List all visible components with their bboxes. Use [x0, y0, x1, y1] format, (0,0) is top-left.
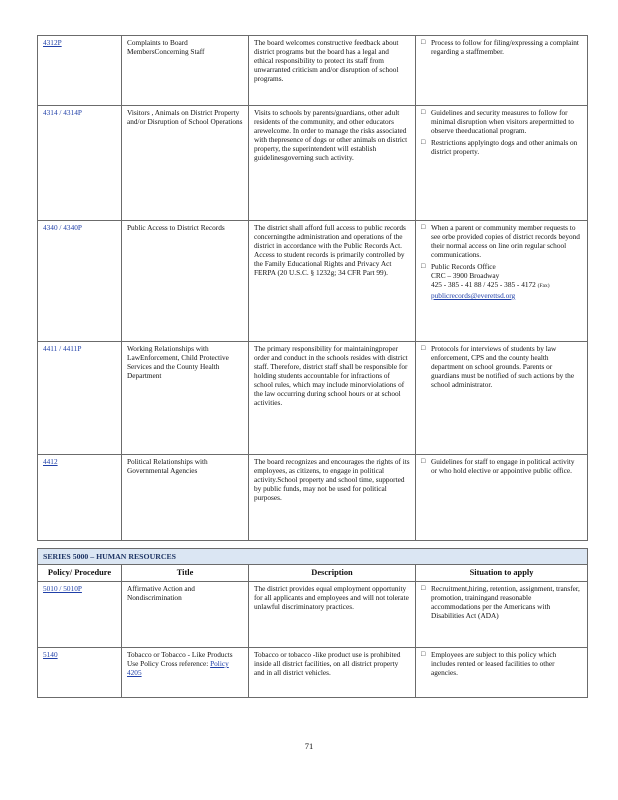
- list-item: □ Employees are subject to this policy which includes rented or leased facilities to other agencies.: [421, 650, 582, 677]
- human-resources-table: [37, 548, 588, 698]
- situation-header: Situation to apply: [416, 565, 588, 582]
- policy-table-continued: [37, 35, 588, 541]
- policy-link[interactable]: 4412: [43, 457, 58, 466]
- policy-link[interactable]: 5140: [43, 650, 58, 659]
- series-heading: SERIES 5000 – HUMAN RESOURCES: [38, 549, 588, 565]
- policy-title: Tobacco or Tobacco - Like Products Use Policy: [127, 650, 233, 668]
- policy-link[interactable]: 5010 / 5010P: [43, 584, 82, 593]
- table-row: [38, 455, 588, 541]
- policy-cell[interactable]: [38, 455, 122, 541]
- list-item: □ Guidelines for staff to engage in political activity or who hold elective or appointive public office.: [421, 457, 582, 475]
- list-item: □ Guidelines and security measures to follow for minimal disruption when visitors arepermitted to observe theeducational program.: [421, 108, 582, 135]
- table-row: [38, 582, 588, 648]
- situation-cell: [416, 342, 588, 455]
- description-cell: Tobacco or tobacco -like product use is prohibited inside all district facilities, on all district property and in all district vehicles.: [249, 648, 416, 698]
- table-row: [38, 221, 588, 342]
- title-cell: Visitors , Animals on District Property and/or Disruption of School Operations: [122, 106, 249, 221]
- situation-cell: [416, 648, 588, 698]
- policy-cell: 4314 / 4314P: [38, 106, 122, 221]
- policy-cell[interactable]: [38, 36, 122, 106]
- list-item: □ When a parent or community member requests to see orbe provided copies of district records beyond their normal access on line orin regular school communications.: [421, 223, 582, 259]
- cross-reference-label: Cross reference:: [160, 659, 209, 668]
- policy-cell: 4340 / 4340P: [38, 221, 122, 342]
- situation-cell: [416, 106, 588, 221]
- records-office-label: Public Records Office: [431, 262, 496, 271]
- list-item: □ Protocols for interviews of students by law enforcement, CPS and the county health department on school grounds. Parents or guardians must be notified of such actions by the school administrator.: [421, 344, 582, 389]
- list-item: □ Recruitment,hiring, retention, assignment, transfer, promotion, trainingand reasonable accommodations per the Americans with Disabilities Act (ADA): [421, 584, 582, 620]
- description-cell: The district provides equal employment opportunity for all applicants and employees and will not tolerate unlawful discriminatory practices.: [249, 582, 416, 648]
- fax-label: (Fax): [537, 283, 550, 289]
- records-office-address: CRC – 3900 Broadway: [431, 271, 500, 280]
- policy-header: Policy/ Procedure: [38, 565, 122, 582]
- page-number: 71: [304, 741, 314, 751]
- title-cell: Working Relationships with LawEnforcement, Child Protective Services and the County Health Department: [122, 342, 249, 455]
- table-row: [38, 106, 588, 221]
- list-item: [421, 262, 582, 300]
- policy-cell[interactable]: [38, 648, 122, 698]
- list-item: □ Process to follow for filing/expressing a complaint regarding a staffmember.: [421, 38, 582, 56]
- series-header-row: [38, 549, 588, 565]
- policy-cell[interactable]: [38, 582, 122, 648]
- policy-link[interactable]: 4312P: [43, 38, 62, 47]
- description-cell: Visits to schools by parents/guardians, other adult residents of the community, and other educators arewelcome. In order to manage the risks associated with thepresence of dogs or other animals on district property, the superintendent will establish guidelinesgoverning such activity.: [249, 106, 416, 221]
- description-cell: The district shall afford full access to public records concerningthe administration and operations of the district in accordance with the Public Records Act. Access to student records is primarily controlled by the Family Educational Rights and Privacy Act FERPA (20 U.S.C. § 1232g; 34 CFR Part 99).: [249, 221, 416, 342]
- situation-cell: [416, 582, 588, 648]
- records-email-link[interactable]: publicrecords@everettsd.org: [431, 291, 516, 300]
- title-cell: [122, 648, 249, 698]
- cross-reference-link[interactable]: Policy 4205: [127, 659, 229, 677]
- situation-cell: [416, 36, 588, 106]
- list-item: □ Restrictions applyingto dogs and other animals on district property.: [421, 138, 582, 156]
- description-header: Description: [249, 565, 416, 582]
- description-cell: The primary responsibility for maintainingproper order and conduct in the schools resides with district staff. Therefore, district staff shall be responsible for holding students accountable for infractions of school rules, which may include minorviolations of the law occurring during school hours or at school activities.: [249, 342, 416, 455]
- table-row: [38, 648, 588, 698]
- situation-cell: [416, 455, 588, 541]
- table-row: [38, 342, 588, 455]
- description-cell: The board recognizes and encourages the rights of its employees, as citizens, to engage in political activity.School property and school time, supported by public funds, may not be used for political purposes.: [249, 455, 416, 541]
- title-cell: Affirmative Action and Nondiscrimination: [122, 582, 249, 648]
- title-cell: Public Access to District Records: [122, 221, 249, 342]
- policy-cell: 4411 / 4411P: [38, 342, 122, 455]
- records-office-phone: 425 - 385 - 41 88 / 425 - 385 - 4172: [431, 280, 536, 289]
- title-cell: Political Relationships with Governmental Agencies: [122, 455, 249, 541]
- column-header-row: [38, 565, 588, 582]
- table-row: [38, 36, 588, 106]
- title-cell: Complaints to Board MembersConcerning Staff: [122, 36, 249, 106]
- situation-cell: [416, 221, 588, 342]
- title-header: Title: [122, 565, 249, 582]
- description-cell: The board welcomes constructive feedback about district programs but the board has a legal and ethical responsibility to protect its staff from unwarranted criticism and/or disruption of school programs.: [249, 36, 416, 106]
